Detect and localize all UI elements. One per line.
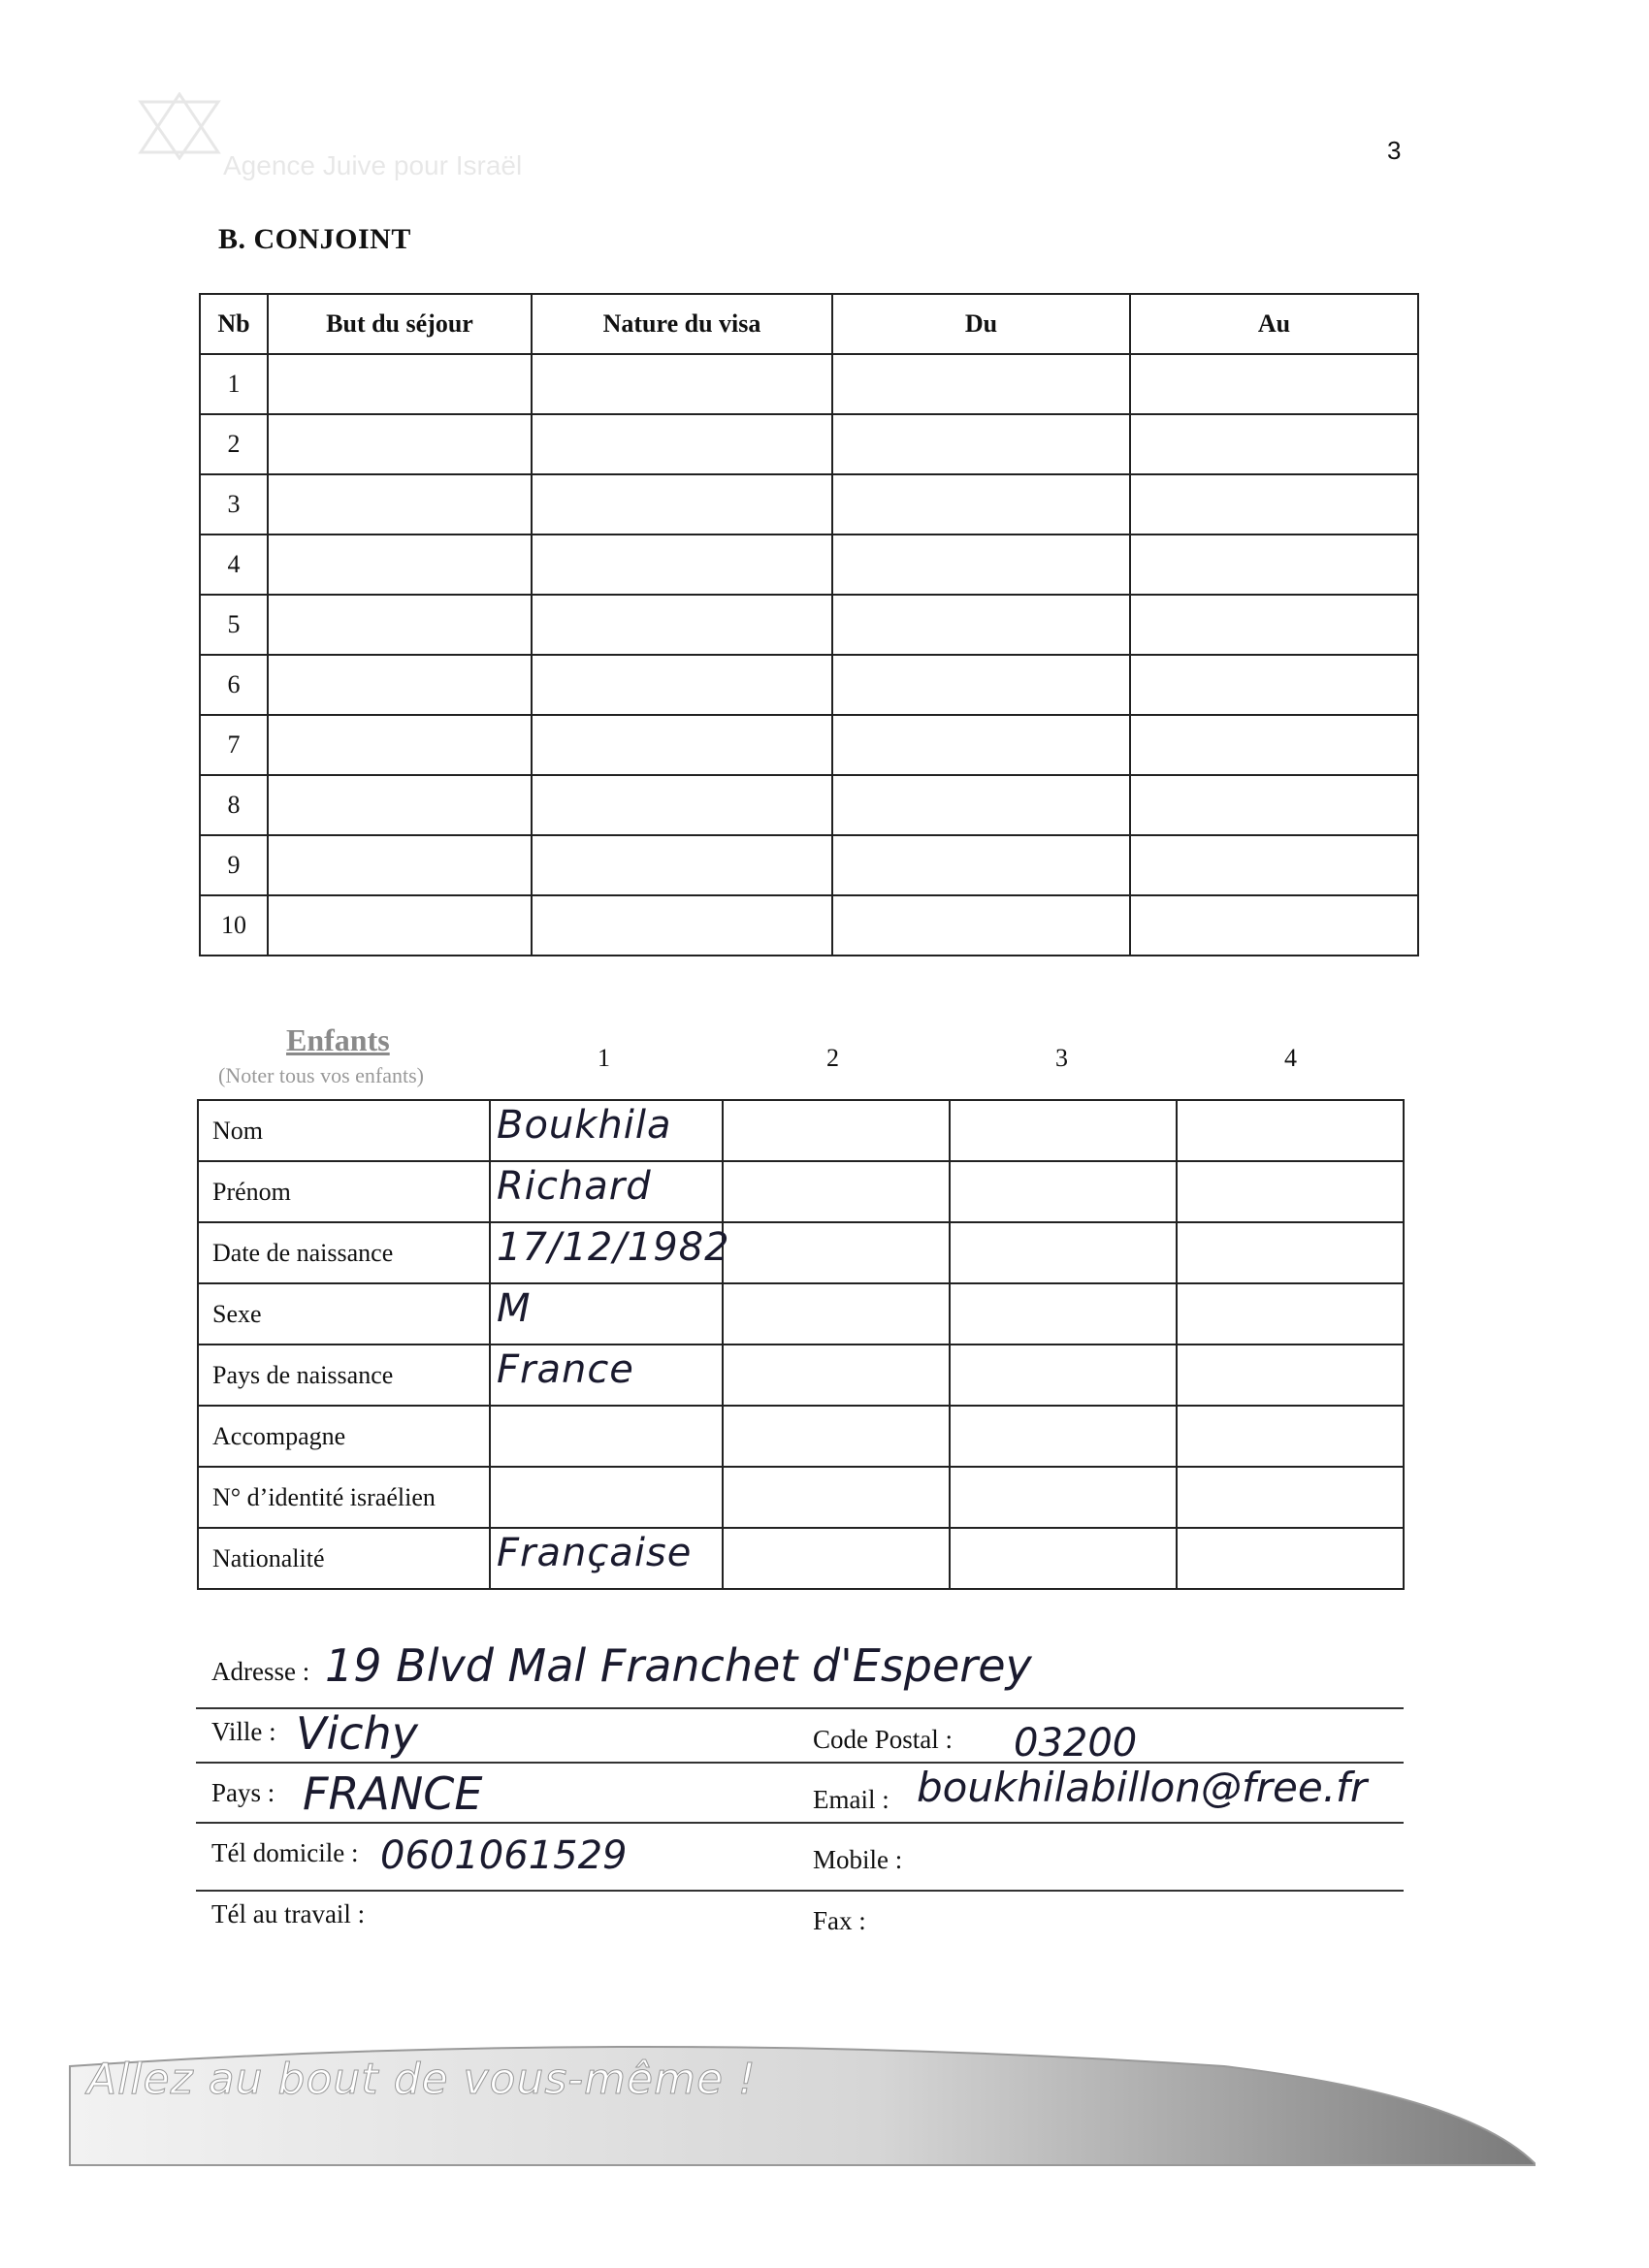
child-3-cell[interactable] [950,1528,1177,1589]
column-number: 2 [826,1044,839,1072]
children-table [197,1099,1405,1590]
but-du-sejour-cell[interactable] [268,715,532,775]
table-row [198,1467,1404,1528]
child-1-cell[interactable] [490,1467,723,1528]
nature-du-visa-cell[interactable] [532,655,832,715]
table-row [198,1528,1404,1589]
du-cell[interactable] [832,775,1130,835]
table-row [200,835,1418,895]
row-label: Accompagne [198,1406,490,1467]
code-postal-value[interactable]: 03200 [1014,1721,1138,1766]
au-cell[interactable] [1130,835,1418,895]
but-du-sejour-cell[interactable] [268,595,532,655]
tel-travail-label: Tél au travail : [211,1899,366,1928]
mobile-label: Mobile : [813,1845,903,1874]
nature-du-visa-cell[interactable] [532,595,832,655]
row-number-cell: 4 [200,535,268,595]
child-3-cell[interactable] [950,1283,1177,1345]
table-row [200,354,1418,414]
au-cell[interactable] [1130,895,1418,956]
visa-table [199,293,1419,956]
child-2-cell[interactable] [723,1283,950,1345]
child-4-cell[interactable] [1177,1467,1404,1528]
table-row [200,775,1418,835]
row-label: Nationalité [198,1528,490,1589]
nature-du-visa-cell[interactable] [532,835,832,895]
fax-label: Fax : [813,1906,866,1935]
table-row [198,1100,1404,1161]
nature-du-visa-cell[interactable] [532,535,832,595]
table-row [198,1222,1404,1283]
table-row [200,655,1418,715]
child-1-cell[interactable] [490,1222,730,1283]
child-2-cell[interactable] [723,1161,950,1222]
but-du-sejour-cell[interactable] [268,655,532,715]
col-header-du: Du [832,294,1130,354]
row-label: Prénom [198,1161,490,1222]
row-number-cell: 6 [200,655,268,715]
du-cell[interactable] [832,715,1130,775]
nature-du-visa-cell[interactable] [532,414,832,474]
row-number-cell: 9 [200,835,268,895]
child-2-cell[interactable] [723,1345,950,1406]
au-cell[interactable] [1130,655,1418,715]
divider [196,1822,1404,1824]
row-number-cell: 7 [200,715,268,775]
divider [196,1890,1404,1892]
handwritten-value: Boukhila [497,1103,672,1148]
table-row [200,474,1418,535]
page-number: 3 [1387,136,1402,165]
au-cell[interactable] [1130,595,1418,655]
pays-value[interactable]: FRANCE [303,1767,483,1820]
du-cell[interactable] [832,414,1130,474]
table-row [198,1161,1404,1222]
enfants-title: Enfants [286,1022,390,1057]
table-row [198,1283,1404,1345]
child-3-cell[interactable] [950,1345,1177,1406]
table-row [200,895,1418,956]
adresse-value[interactable]: 19 Blvd Mal Franchet d'Esperey [325,1639,1032,1692]
row-number-cell: 2 [200,414,268,474]
table-row [198,1406,1404,1467]
table-row [200,595,1418,655]
du-cell[interactable] [832,354,1130,414]
child-4-cell[interactable] [1177,1528,1404,1589]
handwritten-value: 17/12/1982 [497,1225,730,1270]
child-4-cell[interactable] [1177,1345,1404,1406]
ville-value[interactable]: Vichy [296,1707,418,1760]
du-cell[interactable] [832,655,1130,715]
pays-label: Pays : [211,1778,275,1807]
nature-du-visa-cell[interactable] [532,474,832,535]
ville-label: Ville : [211,1717,276,1746]
nature-du-visa-cell[interactable] [532,775,832,835]
handwritten-value: Française [497,1531,693,1575]
row-label: Sexe [198,1283,490,1345]
au-cell[interactable] [1130,414,1418,474]
child-2-cell[interactable] [723,1222,950,1283]
child-2-cell[interactable] [723,1467,950,1528]
handwritten-value: France [497,1347,634,1392]
au-cell[interactable] [1130,775,1418,835]
row-label: N° d’identité israélien [198,1467,490,1528]
row-number-cell: 10 [200,895,268,956]
table-row [198,1345,1404,1406]
row-label: Nom [198,1100,490,1161]
but-du-sejour-cell[interactable] [268,775,532,835]
row-label: Pays de naissance [198,1345,490,1406]
au-cell[interactable] [1130,715,1418,775]
tel-domicile-label: Tél domicile : [211,1838,359,1867]
code-postal-label: Code Postal : [813,1725,954,1754]
but-du-sejour-cell[interactable] [268,535,532,595]
du-cell[interactable] [832,595,1130,655]
du-cell[interactable] [832,474,1130,535]
nature-du-visa-cell[interactable] [532,895,832,956]
child-3-cell[interactable] [950,1222,1177,1283]
child-2-cell[interactable] [723,1100,950,1161]
child-3-cell[interactable] [950,1406,1177,1467]
child-1-cell[interactable] [490,1345,723,1406]
child-1-cell[interactable] [490,1100,723,1161]
but-du-sejour-cell[interactable] [268,895,532,956]
child-2-cell[interactable] [723,1528,950,1589]
handwritten-value: M [497,1286,532,1331]
du-cell[interactable] [832,535,1130,595]
but-du-sejour-cell[interactable] [268,354,532,414]
tel-domicile-value[interactable]: 0601061529 [380,1833,628,1878]
handwritten-value: Richard [497,1164,652,1209]
child-4-cell[interactable] [1177,1161,1404,1222]
au-cell[interactable] [1130,535,1418,595]
child-4-cell[interactable] [1177,1222,1404,1283]
but-du-sejour-cell[interactable] [268,835,532,895]
child-1-cell[interactable] [490,1283,723,1345]
child-3-cell[interactable] [950,1467,1177,1528]
email-label: Email : [813,1785,889,1814]
au-cell[interactable] [1130,474,1418,535]
table-row [200,715,1418,775]
row-number-cell: 8 [200,775,268,835]
row-number-cell: 3 [200,474,268,535]
child-4-cell[interactable] [1177,1406,1404,1467]
column-number: 1 [598,1044,610,1072]
child-1-cell[interactable] [490,1161,723,1222]
table-row [200,535,1418,595]
col-header-au: Au [1130,294,1418,354]
footer-slogan: Allez au bout de vous-même ! [87,2055,757,2104]
child-1-cell[interactable] [490,1406,723,1467]
column-number: 4 [1284,1044,1297,1072]
email-value[interactable]: boukhilabillon@free.fr [917,1764,1368,1811]
child-3-cell[interactable] [950,1100,1177,1161]
logo [136,92,640,199]
adresse-label: Adresse : [211,1657,310,1686]
au-cell[interactable] [1130,354,1418,414]
row-number-cell: 1 [200,354,268,414]
row-label: Date de naissance [198,1222,490,1283]
but-du-sejour-cell[interactable] [268,474,532,535]
column-number: 3 [1055,1044,1068,1072]
row-number-cell: 5 [200,595,268,655]
col-header-but: But du séjour [268,294,532,354]
nature-du-visa-cell[interactable] [532,354,832,414]
child-4-cell[interactable] [1177,1283,1404,1345]
col-header-nature: Nature du visa [532,294,832,354]
table-row [200,414,1418,474]
enfants-subtitle: (Noter tous vos enfants) [218,1063,425,1087]
du-cell[interactable] [832,895,1130,956]
but-du-sejour-cell[interactable] [268,414,532,474]
col-header-nb: Nb [200,294,268,354]
section-title: B. CONJOINT [218,223,411,255]
table-header-row [200,294,1418,354]
child-3-cell[interactable] [950,1161,1177,1222]
logo-text: Agence Juive pour Israël [223,150,523,180]
child-1-cell[interactable] [490,1528,723,1589]
nature-du-visa-cell[interactable] [532,715,832,775]
child-4-cell[interactable] [1177,1100,1404,1161]
du-cell[interactable] [832,835,1130,895]
star-of-david-icon [136,92,223,160]
child-2-cell[interactable] [723,1406,950,1467]
